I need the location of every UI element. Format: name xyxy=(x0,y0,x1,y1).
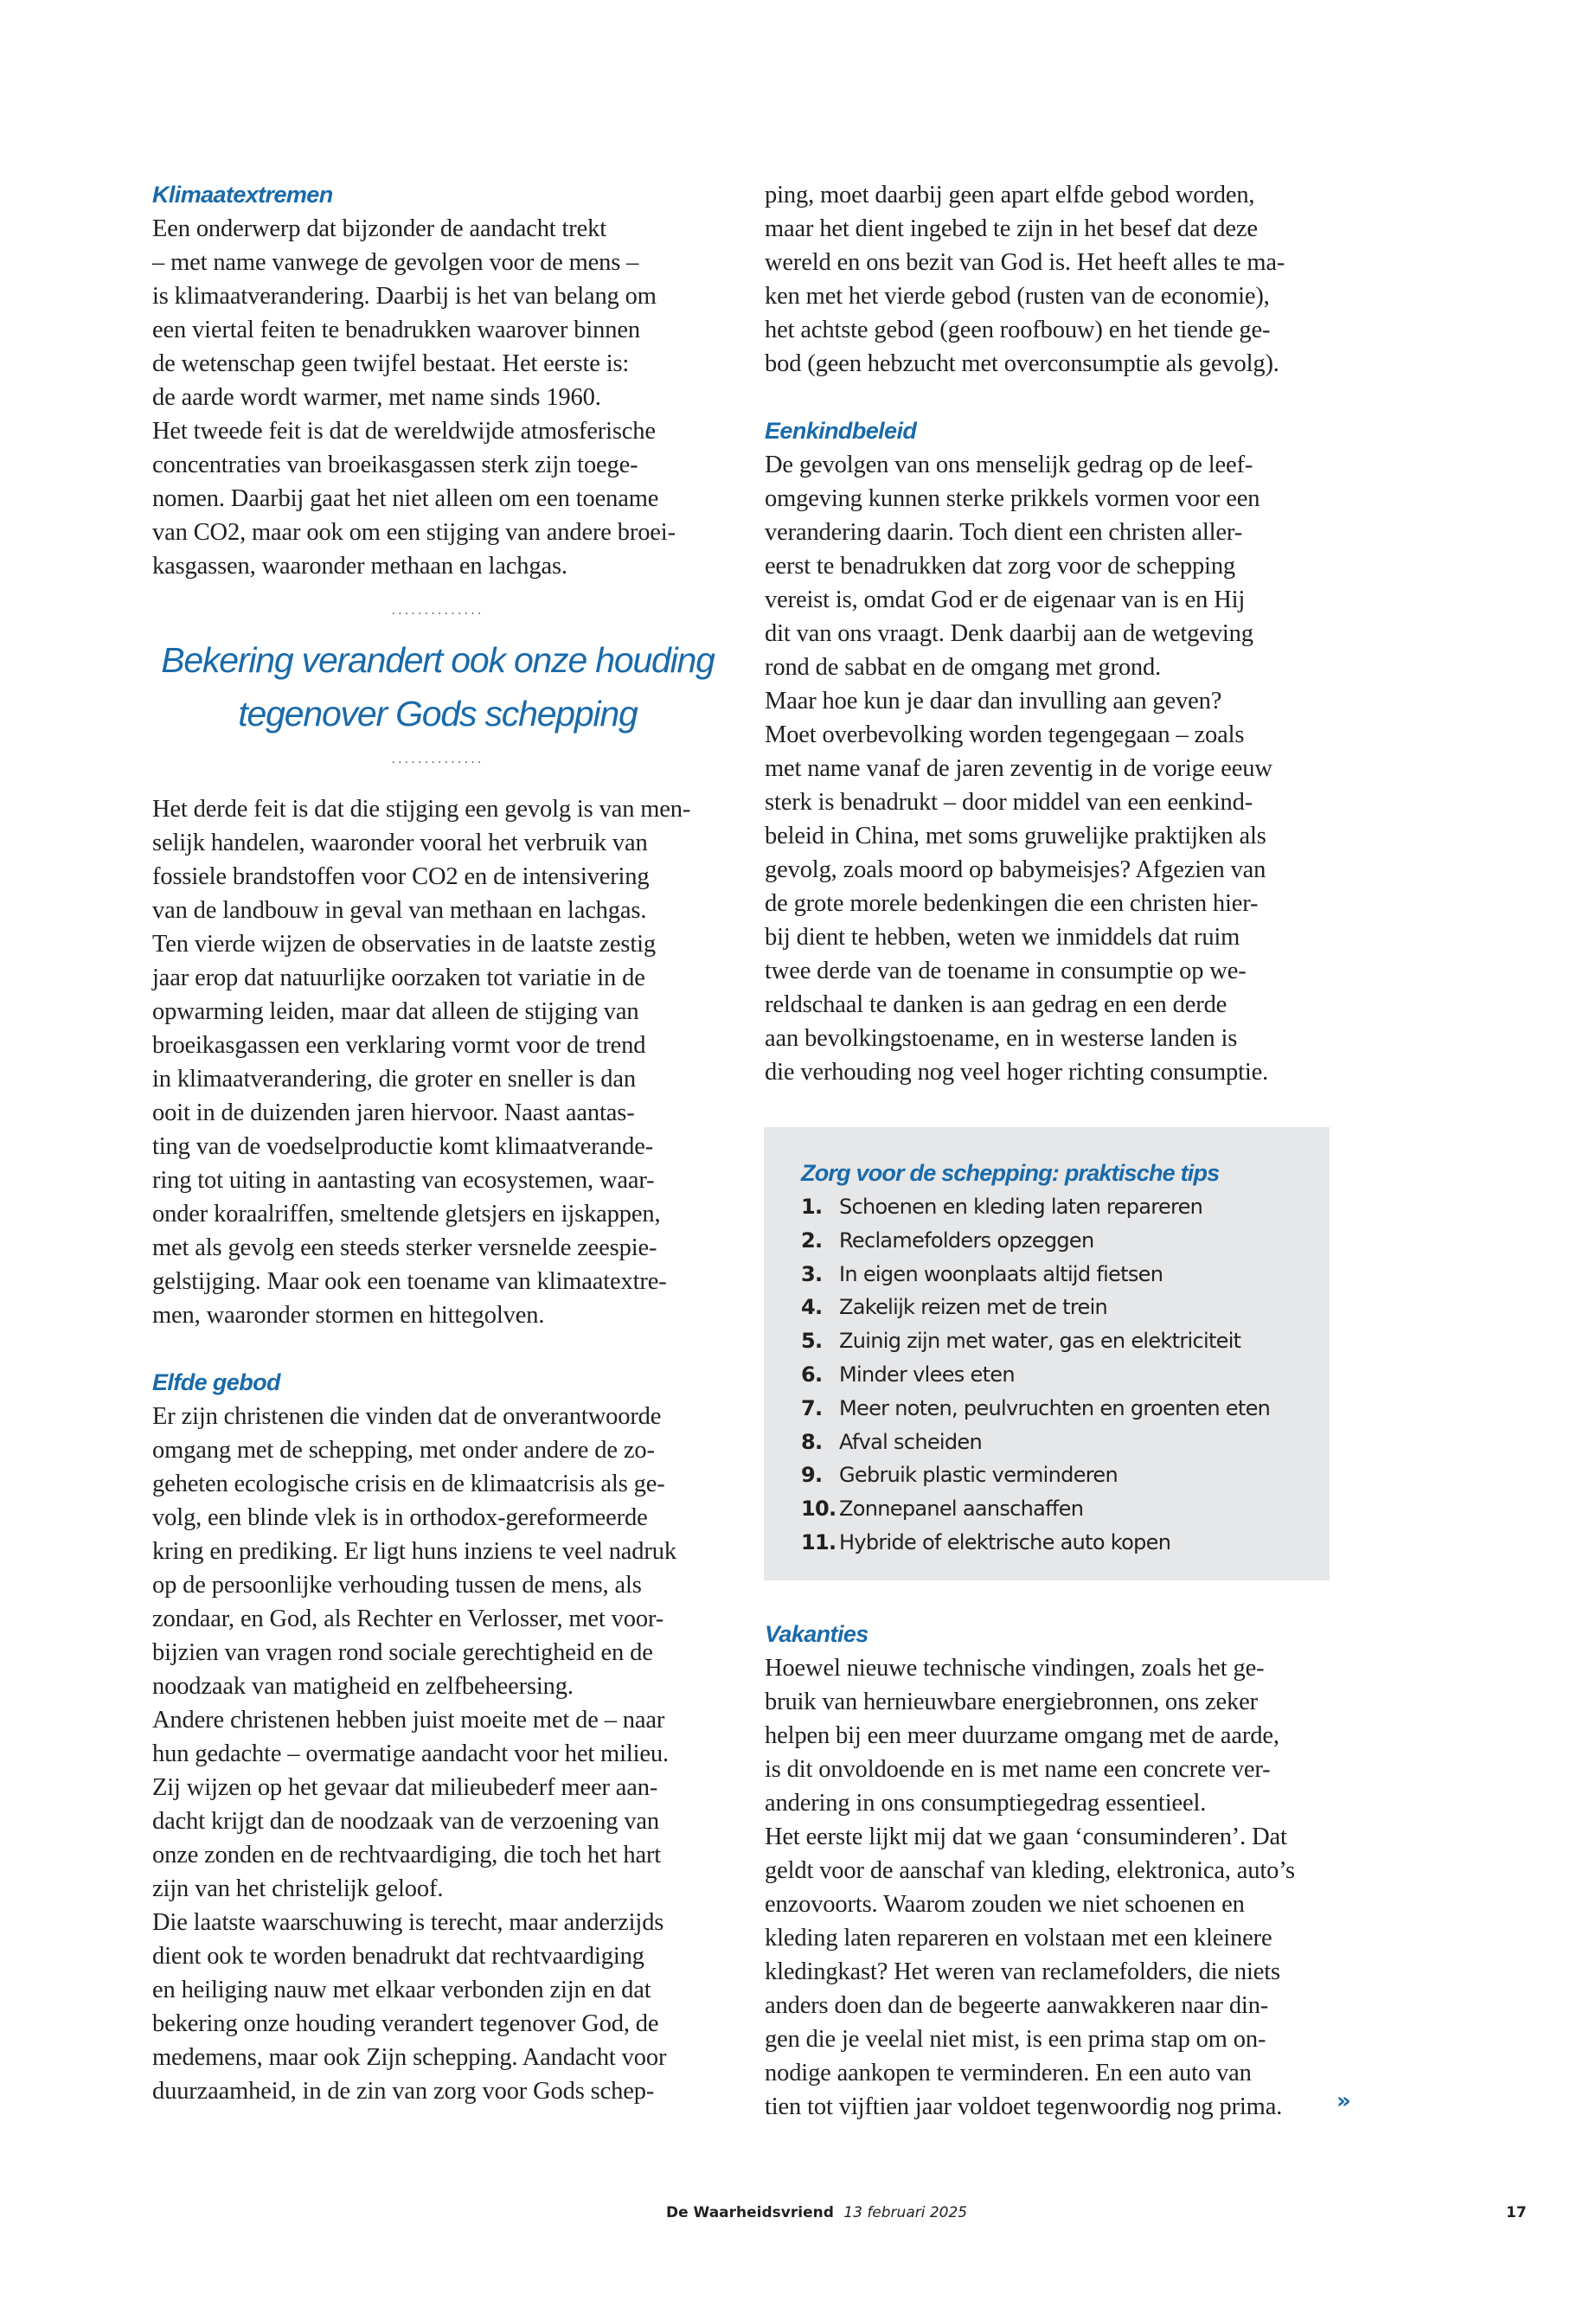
text-line: geheten ecologische crisis en de klimaatcrisis als ge- xyxy=(152,1471,665,1497)
text-line: fossiele brandstoffen voor CO2 en de intensivering xyxy=(152,863,650,890)
text-line: sterk is benadrukt – door middel van een eenkind- xyxy=(765,789,1253,816)
text-line: Een onderwerp dat bijzonder de aandacht trekt xyxy=(152,215,607,242)
text-line: medemens, maar ook Zijn schepping. Aandacht voor xyxy=(152,2044,667,2071)
text-line: met name vanaf de jaren zeventig in de vorige eeuw xyxy=(765,755,1272,782)
text-line: duurzaamheid, in de zin van zorg voor Gods schep- xyxy=(152,2078,655,2105)
right-column xyxy=(765,178,1344,1089)
text-line: is dit onvoldoende en is met name een concrete ver- xyxy=(765,1756,1271,1783)
text-line: Moet overbevolking worden tegengegaan – zoals xyxy=(765,721,1245,748)
text-line: ting van de voedselproductie komt klimaatverande- xyxy=(152,1133,654,1160)
text-line: in klimaatverandering, die groter en sneller is dan xyxy=(152,1066,636,1093)
page-footer xyxy=(0,2195,1596,2230)
text-line: de wetenschap geen twijfel bestaat. Het eerste is: xyxy=(152,350,630,377)
text-line: jaar erop dat natuurlijke oorzaken tot variatie in de xyxy=(152,965,645,991)
text-line: en heiliging nauw met elkaar verbonden zijn en dat xyxy=(152,1977,651,2003)
text-line: tien tot vijftien jaar voldoet tegenwoordig nog prima. xyxy=(765,2093,1283,2120)
right-column-lower xyxy=(765,1618,1344,2124)
paragraph-klimaatextremen xyxy=(152,212,723,583)
tips-box-title: Zorg voor de schepping: praktische tips xyxy=(801,1160,1220,1186)
paragraph-derde-feit xyxy=(152,792,723,1332)
text-line: vereist is, omdat God er de eigenaar van is en Hij xyxy=(765,586,1246,613)
text-line: gevolg, zoals moord op babymeisjes? Afgezien van xyxy=(765,856,1266,883)
text-line: dient ook te worden benadrukt dat rechtvaardiging xyxy=(152,1943,644,1970)
text-line: kasgassen, waaronder methaan en lachgas. xyxy=(152,553,567,580)
text-line: wereld en ons bezit van God is. Het heeft alles te ma- xyxy=(765,249,1285,276)
tip-item: 7. Meer noten, peulvruchten en groenten eten xyxy=(801,1395,1271,1420)
text-line: omgang met de schepping, met onder andere de zo- xyxy=(152,1437,655,1464)
text-line: opwarming leiden, maar dat alleen de stijging van xyxy=(152,998,639,1025)
pull-quote xyxy=(152,602,723,768)
text-line: – met name vanwege de gevolgen voor de mens – xyxy=(152,249,639,276)
text-line: kring en prediking. Er ligt huns inziens te veel nadruk xyxy=(152,1538,676,1565)
text-line: Er zijn christenen die vinden dat de onverantwoorde xyxy=(152,1403,662,1430)
text-line: onder koraalriffen, smeltende gletsjers en ijskappen, xyxy=(152,1201,661,1227)
section-heading-klimaatextremen: Klimaatextremen xyxy=(152,182,333,208)
pullquote-text: Bekering verandert ook onze houding tegenover Gods schepping xyxy=(161,640,715,734)
page-number: 17 xyxy=(1506,2204,1527,2221)
text-line: selijk handelen, waaronder vooral het verbruik van xyxy=(152,830,648,856)
text-line: bekering onze houding verandert tegenover God, de xyxy=(152,2010,659,2037)
text-line: bijzien van vragen rond sociale gerechtigheid en de xyxy=(152,1639,653,1666)
text-line: het achtste gebod (geen roofbouw) en het tiende ge- xyxy=(765,317,1271,343)
paragraph-elfde-gebod-cont xyxy=(765,178,1344,381)
text-line: kleding laten repareren en volstaan met een kleinere xyxy=(765,1925,1272,1952)
text-line: zijn van het christelijk geloof. xyxy=(152,1875,444,1902)
text-line: bruik van hernieuwbare energiebronnen, ons zeker xyxy=(765,1689,1258,1715)
text-line: nodige aankopen te verminderen. En een auto van xyxy=(765,2060,1252,2086)
text-line: aan bevolkingstoename, en in westerse landen is xyxy=(765,1025,1238,1052)
section-heading-elfde-gebod: Elfde gebod xyxy=(152,1369,280,1395)
text-line: noodzaak van matigheid en zelfbeheersing. xyxy=(152,1673,574,1700)
text-line: bod (geen hebzucht met overconsumptie als gevolg). xyxy=(765,350,1279,377)
text-line: kledingkast? Het weren van reclamefolders, die niets xyxy=(765,1958,1281,1985)
text-line: onze zonden en de rechtvaardiging, die toch het hart xyxy=(152,1842,662,1868)
footer-credit xyxy=(666,2204,967,2221)
text-line: andering in ons consumptiegedrag essentieel. xyxy=(765,1790,1207,1817)
text-line: dacht krijgt dan de noodzaak van de verzoening van xyxy=(152,1808,660,1835)
text-line: de aarde wordt warmer, met name sinds 1960. xyxy=(152,384,601,411)
tips-box xyxy=(764,1127,1330,1580)
text-line: Zij wijzen op het gevaar dat milieubederf meer aan- xyxy=(152,1774,658,1801)
tip-item: 6. Minder vlees eten xyxy=(801,1362,1015,1387)
tip-item: 10. Zonnepanel aanschaffen xyxy=(801,1497,1084,1522)
text-line: Het tweede feit is dat de wereldwijde atmosferische xyxy=(152,418,656,445)
text-line: van de landbouw in geval van methaan en lachgas. xyxy=(152,897,647,924)
tip-item: 4. Zakelijk reizen met de trein xyxy=(801,1295,1108,1320)
tip-item: 5. Zuinig zijn met water, gas en elektriciteit xyxy=(801,1329,1241,1354)
text-line: zondaar, en God, als Rechter en Verlosser, met voor- xyxy=(152,1606,664,1632)
text-line: hun gedachte – overmatige aandacht voor het milieu. xyxy=(152,1740,669,1767)
section-heading-vakanties: Vakanties xyxy=(765,1621,869,1647)
text-line: anders doen dan de begeerte aanwakkeren naar din- xyxy=(765,1992,1269,2019)
paragraph-elfde-gebod xyxy=(152,1400,723,2108)
text-line: enzovoorts. Waarom zouden we niet schoenen en xyxy=(765,1891,1245,1918)
text-line: twee derde van de toename in consumptie op we- xyxy=(765,958,1247,984)
text-line: de grote morele bedenkingen die een christen hier- xyxy=(765,890,1259,917)
text-line: gelstijging. Maar ook een toename van klimaatextre- xyxy=(152,1268,667,1295)
paragraph-eenkindbeleid xyxy=(765,448,1344,1089)
text-line: Het eerste lijkt mij dat we gaan ‘consuminderen’. Dat xyxy=(765,1823,1287,1850)
text-line: volg, een blinde vlek is in orthodox-gereformeerde xyxy=(152,1504,648,1531)
tip-item: 1. Schoenen en kleding laten repareren xyxy=(801,1195,1203,1219)
text-line: Ten vierde wijzen de observaties in de laatste zestig xyxy=(152,931,656,958)
text-line: broeikasgassen een verklaring vormt voor de trend xyxy=(152,1032,646,1059)
text-line: maar het dient ingebed te zijn in het besef dat deze xyxy=(765,215,1258,242)
text-line: beleid in China, met soms gruwelijke praktijken als xyxy=(765,823,1266,849)
tip-item: 9. Gebruik plastic verminderen xyxy=(801,1463,1118,1488)
pullquote-bottom-divider: .............. xyxy=(391,753,484,766)
section-heading-eenkindbeleid: Eenkindbeleid xyxy=(765,418,917,444)
tip-item: 11. Hybride of elektrische auto kopen xyxy=(801,1529,1171,1554)
text-line: dit van ons vraagt. Denk daarbij aan de wetgeving xyxy=(765,620,1253,647)
text-line: omgeving kunnen sterke prikkels vormen voor een xyxy=(765,485,1260,512)
text-line: rond de sabbat en de omgang met grond. xyxy=(765,654,1162,681)
tip-item: 8. Afval scheiden xyxy=(801,1429,982,1454)
text-line: op de persoonlijke verhouding tussen de mens, als xyxy=(152,1572,642,1599)
paragraph-vakanties xyxy=(765,1651,1344,2124)
tip-item: 3. In eigen woonplaats altijd fietsen xyxy=(801,1261,1163,1286)
text-line: Andere christenen hebben juist moeite met de – naar xyxy=(152,1707,665,1734)
text-line: met als gevolg een steeds sterker versnelde zeespie- xyxy=(152,1234,657,1261)
text-line: concentraties van broeikasgassen sterk zijn toege- xyxy=(152,452,638,478)
text-line: gen die je veelal niet mist, is een prima stap om on- xyxy=(765,2026,1266,2053)
text-line: die verhouding nog veel hoger richting consumptie. xyxy=(765,1059,1269,1086)
text-line: reldschaal te danken is aan gedrag en een derde xyxy=(765,991,1227,1018)
text-line: is klimaatverandering. Daarbij is het van belang om xyxy=(152,283,657,310)
text-line: De gevolgen van ons menselijk gedrag op de leef- xyxy=(765,452,1253,478)
text-line: ping, moet daarbij geen apart elfde gebod worden, xyxy=(765,182,1255,208)
tip-item: 2. Reclamefolders opzeggen xyxy=(801,1227,1094,1253)
text-line: verandering daarin. Toch dient een christen aller- xyxy=(765,519,1243,546)
tips-list xyxy=(801,1190,1330,1560)
text-line: een viertal feiten te benadrukken waarover binnen xyxy=(152,317,640,343)
continue-arrow-icon: » xyxy=(1336,2088,1351,2114)
pullquote-top-divider: .............. xyxy=(391,604,484,618)
text-line: nomen. Daarbij gaat het niet alleen om een toename xyxy=(152,485,659,512)
text-line: Die laatste waarschuwing is terecht, maar anderzijds xyxy=(152,1909,664,1936)
left-column xyxy=(152,178,723,2108)
text-line: Maar hoe kun je daar dan invulling aan geven? xyxy=(765,688,1222,715)
publication-name: De Waarheidsvriend xyxy=(666,2204,834,2221)
text-line: Het derde feit is dat die stijging een gevolg is van men- xyxy=(152,796,691,823)
publication-date: 13 februari 2025 xyxy=(843,2204,968,2221)
text-line: eerst te benadrukken dat zorg voor de schepping xyxy=(765,553,1236,580)
text-line: ring tot uiting in aantasting van ecosystemen, waar- xyxy=(152,1167,655,1194)
text-line: ooit in de duizenden jaren hiervoor. Naast aantas- xyxy=(152,1099,635,1126)
text-line: geldt voor de aanschaf van kleding, elektronica, auto’s xyxy=(765,1857,1295,1884)
text-line: ken met het vierde gebod (rusten van de economie), xyxy=(765,283,1270,310)
text-line: bij dient te hebben, weten we inmiddels dat ruim xyxy=(765,924,1240,951)
text-line: van CO2, maar ook om een stijging van andere broei- xyxy=(152,519,676,546)
text-line: helpen bij een meer duurzame omgang met de aarde, xyxy=(765,1722,1279,1749)
text-line: men, waaronder stormen en hittegolven. xyxy=(152,1302,545,1329)
text-line: Hoewel nieuwe technische vindingen, zoals het ge- xyxy=(765,1655,1265,1682)
